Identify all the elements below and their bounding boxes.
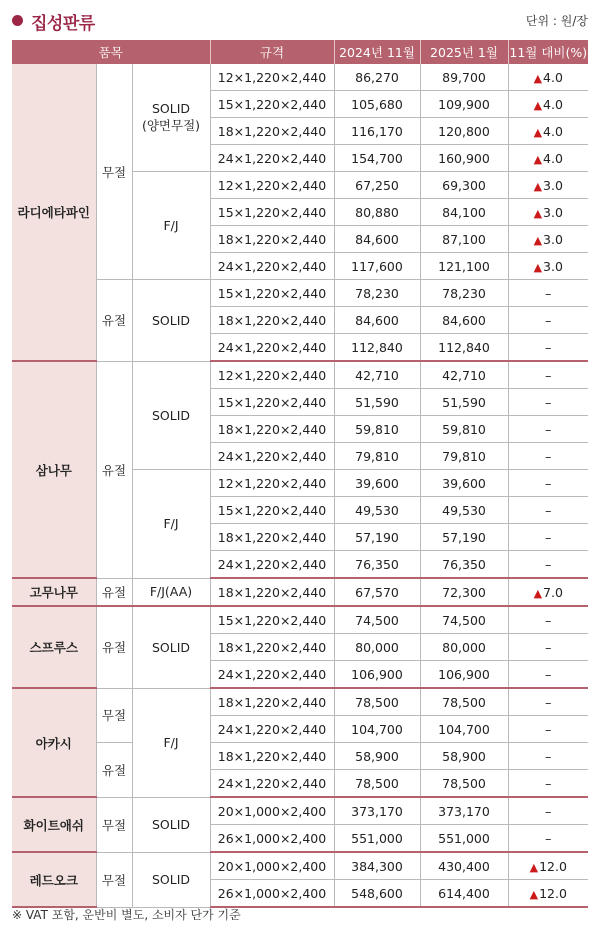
change-value: –	[545, 448, 552, 464]
col-header-item: 품목	[12, 40, 210, 64]
price-nov-cell: 154,700	[334, 145, 420, 172]
price-nov-cell: 104,700	[334, 716, 420, 743]
price-jan-cell: 39,600	[420, 470, 508, 497]
change-value: –	[545, 502, 552, 518]
spec-cell: 24×1,220×2,440	[210, 253, 334, 280]
species-cell: 화이트애쉬	[12, 797, 96, 852]
change-value: –	[545, 394, 552, 410]
price-nov-cell: 51,590	[334, 389, 420, 416]
change-value: 12.0	[539, 885, 567, 901]
change-value: –	[545, 612, 552, 628]
product-type-cell: F/J	[132, 688, 210, 797]
change-cell	[508, 199, 588, 226]
spec-cell: 15×1,220×2,440	[210, 199, 334, 226]
table-row	[12, 688, 588, 716]
increase-arrow-icon: ▲	[533, 586, 543, 600]
spec-cell: 12×1,220×2,440	[210, 470, 334, 497]
increase-arrow-icon: ▲	[533, 206, 543, 220]
spec-cell: 18×1,220×2,440	[210, 118, 334, 145]
table-row	[12, 797, 588, 825]
price-nov-cell: 59,810	[334, 416, 420, 443]
increase-arrow-icon: ▲	[533, 71, 543, 85]
knot-type-cell: 유절	[96, 361, 132, 578]
price-nov-cell: 117,600	[334, 253, 420, 280]
price-jan-cell: 58,900	[420, 743, 508, 770]
change-value: 3.0	[543, 204, 563, 220]
price-jan-cell: 51,590	[420, 389, 508, 416]
change-cell	[508, 253, 588, 280]
increase-arrow-icon: ▲	[529, 887, 539, 901]
change-value: 7.0	[543, 584, 563, 600]
price-nov-cell: 551,000	[334, 825, 420, 853]
table-row	[12, 578, 588, 606]
change-cell	[508, 634, 588, 661]
price-jan-cell: 76,350	[420, 551, 508, 579]
table-row	[12, 852, 588, 880]
change-cell	[508, 172, 588, 199]
price-jan-cell: 112,840	[420, 334, 508, 362]
price-jan-cell: 121,100	[420, 253, 508, 280]
spec-cell: 20×1,000×2,400	[210, 797, 334, 825]
price-jan-cell: 59,810	[420, 416, 508, 443]
price-jan-cell: 79,810	[420, 443, 508, 470]
price-jan-cell: 89,700	[420, 64, 508, 91]
spec-cell: 26×1,000×2,400	[210, 880, 334, 908]
price-nov-cell: 80,880	[334, 199, 420, 226]
increase-arrow-icon: ▲	[533, 260, 543, 274]
change-cell	[508, 716, 588, 743]
price-jan-cell: 614,400	[420, 880, 508, 908]
price-jan-cell: 373,170	[420, 797, 508, 825]
price-jan-cell: 69,300	[420, 172, 508, 199]
change-value: –	[545, 803, 552, 819]
price-nov-cell: 79,810	[334, 443, 420, 470]
price-nov-cell: 67,250	[334, 172, 420, 199]
change-value: –	[545, 748, 552, 764]
change-value: –	[545, 285, 552, 301]
change-cell	[508, 797, 588, 825]
price-nov-cell: 384,300	[334, 852, 420, 880]
price-nov-cell: 78,230	[334, 280, 420, 307]
price-jan-cell: 84,100	[420, 199, 508, 226]
spec-cell: 18×1,220×2,440	[210, 578, 334, 606]
species-cell: 고무나무	[12, 578, 96, 606]
title-bar	[12, 6, 588, 34]
knot-type-cell: 무절	[96, 64, 132, 280]
change-value: 3.0	[543, 177, 563, 193]
change-cell	[508, 825, 588, 853]
price-nov-cell: 84,600	[334, 226, 420, 253]
price-nov-cell: 42,710	[334, 361, 420, 389]
spec-cell: 18×1,220×2,440	[210, 307, 334, 334]
product-type-cell: SOLID	[132, 797, 210, 852]
increase-arrow-icon: ▲	[533, 233, 543, 247]
spec-cell: 15×1,220×2,440	[210, 280, 334, 307]
table-row	[12, 64, 588, 91]
change-cell	[508, 852, 588, 880]
change-cell	[508, 91, 588, 118]
price-jan-cell: 42,710	[420, 361, 508, 389]
spec-cell: 18×1,220×2,440	[210, 688, 334, 716]
spec-cell: 18×1,220×2,440	[210, 416, 334, 443]
product-type-cell: SOLID	[132, 606, 210, 688]
knot-type-cell: 무절	[96, 688, 132, 743]
change-cell	[508, 661, 588, 689]
change-value: –	[545, 830, 552, 846]
change-cell	[508, 770, 588, 798]
price-nov-cell: 84,600	[334, 307, 420, 334]
product-type-cell: F/J(AA)	[132, 578, 210, 606]
knot-type-cell: 유절	[96, 280, 132, 362]
col-header-jan: 2025년 1월	[420, 40, 508, 64]
change-value: –	[545, 312, 552, 328]
change-cell	[508, 389, 588, 416]
price-jan-cell: 80,000	[420, 634, 508, 661]
increase-arrow-icon: ▲	[533, 98, 543, 112]
product-type-cell: SOLID	[132, 280, 210, 362]
table-header-row	[12, 40, 588, 64]
species-cell: 아카시	[12, 688, 96, 797]
change-value: 4.0	[543, 150, 563, 166]
product-type-cell: SOLID	[132, 361, 210, 470]
price-jan-cell: 74,500	[420, 606, 508, 634]
change-value: 3.0	[543, 231, 563, 247]
change-cell	[508, 416, 588, 443]
product-type-cell: SOLID (양면무절)	[132, 64, 210, 172]
change-cell	[508, 578, 588, 606]
price-nov-cell: 57,190	[334, 524, 420, 551]
change-value: 4.0	[543, 96, 563, 112]
change-value: –	[545, 775, 552, 791]
change-cell	[508, 524, 588, 551]
change-value: –	[545, 666, 552, 682]
change-cell	[508, 145, 588, 172]
price-nov-cell: 112,840	[334, 334, 420, 362]
species-cell: 삼나무	[12, 361, 96, 578]
spec-cell: 24×1,220×2,440	[210, 443, 334, 470]
price-jan-cell: 72,300	[420, 578, 508, 606]
species-cell: 라디에타파인	[12, 64, 96, 361]
spec-cell: 15×1,220×2,440	[210, 91, 334, 118]
change-value: –	[545, 721, 552, 737]
price-jan-cell: 160,900	[420, 145, 508, 172]
knot-type-cell: 무절	[96, 797, 132, 852]
change-cell	[508, 443, 588, 470]
spec-cell: 24×1,220×2,440	[210, 145, 334, 172]
species-cell: 스프루스	[12, 606, 96, 688]
spec-cell: 12×1,220×2,440	[210, 64, 334, 91]
col-header-nov: 2024년 11월	[334, 40, 420, 64]
table-row	[12, 361, 588, 389]
increase-arrow-icon: ▲	[533, 125, 543, 139]
price-nov-cell: 39,600	[334, 470, 420, 497]
change-value: 12.0	[539, 858, 567, 874]
table-body	[12, 64, 588, 907]
change-cell	[508, 551, 588, 579]
table-row	[12, 606, 588, 634]
change-cell	[508, 334, 588, 362]
price-jan-cell: 106,900	[420, 661, 508, 689]
price-jan-cell: 120,800	[420, 118, 508, 145]
price-nov-cell: 67,570	[334, 578, 420, 606]
price-jan-cell: 78,500	[420, 688, 508, 716]
spec-cell: 18×1,220×2,440	[210, 634, 334, 661]
price-jan-cell: 109,900	[420, 91, 508, 118]
table-row	[12, 280, 588, 307]
spec-cell: 24×1,220×2,440	[210, 334, 334, 362]
price-nov-cell: 76,350	[334, 551, 420, 579]
change-value: –	[545, 421, 552, 437]
price-jan-cell: 78,230	[420, 280, 508, 307]
increase-arrow-icon: ▲	[529, 860, 539, 874]
change-cell	[508, 307, 588, 334]
increase-arrow-icon: ▲	[533, 152, 543, 166]
price-nov-cell: 58,900	[334, 743, 420, 770]
price-jan-cell: 78,500	[420, 770, 508, 798]
page-title: 집성판류	[31, 14, 95, 34]
price-nov-cell: 86,270	[334, 64, 420, 91]
price-jan-cell: 551,000	[420, 825, 508, 853]
price-nov-cell: 106,900	[334, 661, 420, 689]
price-nov-cell: 78,500	[334, 688, 420, 716]
change-value: –	[545, 694, 552, 710]
change-cell	[508, 470, 588, 497]
unit-label: 단위 : 원/장	[525, 14, 588, 28]
knot-type-cell: 유절	[96, 606, 132, 688]
spec-cell: 15×1,220×2,440	[210, 497, 334, 524]
change-cell	[508, 743, 588, 770]
price-table	[12, 40, 588, 908]
title-bullet-icon	[12, 15, 23, 26]
price-jan-cell: 430,400	[420, 852, 508, 880]
price-nov-cell: 548,600	[334, 880, 420, 908]
spec-cell: 15×1,220×2,440	[210, 606, 334, 634]
change-value: 4.0	[543, 69, 563, 85]
price-nov-cell: 105,680	[334, 91, 420, 118]
spec-cell: 15×1,220×2,440	[210, 389, 334, 416]
change-value: –	[545, 339, 552, 355]
change-cell	[508, 606, 588, 634]
change-cell	[508, 280, 588, 307]
spec-cell: 24×1,220×2,440	[210, 770, 334, 798]
spec-cell: 18×1,220×2,440	[210, 524, 334, 551]
col-header-spec: 규격	[210, 40, 334, 64]
change-cell	[508, 361, 588, 389]
change-cell	[508, 497, 588, 524]
col-header-change: 11월 대비(%)	[508, 40, 588, 64]
product-type-cell: F/J	[132, 172, 210, 280]
spec-cell: 12×1,220×2,440	[210, 172, 334, 199]
spec-cell: 24×1,220×2,440	[210, 551, 334, 579]
knot-type-cell: 유절	[96, 578, 132, 606]
price-nov-cell: 74,500	[334, 606, 420, 634]
product-type-cell: SOLID	[132, 852, 210, 907]
change-value: –	[545, 475, 552, 491]
spec-cell: 12×1,220×2,440	[210, 361, 334, 389]
price-nov-cell: 373,170	[334, 797, 420, 825]
price-jan-cell: 84,600	[420, 307, 508, 334]
change-value: –	[545, 529, 552, 545]
species-cell: 레드오크	[12, 852, 96, 907]
change-value: 3.0	[543, 258, 563, 274]
spec-cell: 24×1,220×2,440	[210, 716, 334, 743]
price-nov-cell: 78,500	[334, 770, 420, 798]
spec-cell: 18×1,220×2,440	[210, 226, 334, 253]
change-cell	[508, 880, 588, 908]
change-value: –	[545, 367, 552, 383]
increase-arrow-icon: ▲	[533, 179, 543, 193]
knot-type-cell: 유절	[96, 743, 132, 798]
change-value: –	[545, 639, 552, 655]
footnote: ※ VAT 포함, 운반비 별도, 소비자 단가 기준	[12, 908, 241, 922]
price-jan-cell: 87,100	[420, 226, 508, 253]
product-type-cell: F/J	[132, 470, 210, 579]
price-jan-cell: 49,530	[420, 497, 508, 524]
change-value: 4.0	[543, 123, 563, 139]
change-value: –	[545, 556, 552, 572]
change-cell	[508, 64, 588, 91]
price-jan-cell: 104,700	[420, 716, 508, 743]
table-row	[12, 743, 588, 770]
price-nov-cell: 49,530	[334, 497, 420, 524]
price-nov-cell: 116,170	[334, 118, 420, 145]
change-cell	[508, 688, 588, 716]
change-cell	[508, 226, 588, 253]
knot-type-cell: 무절	[96, 852, 132, 907]
change-cell	[508, 118, 588, 145]
spec-cell: 18×1,220×2,440	[210, 743, 334, 770]
spec-cell: 24×1,220×2,440	[210, 661, 334, 689]
price-jan-cell: 57,190	[420, 524, 508, 551]
price-nov-cell: 80,000	[334, 634, 420, 661]
spec-cell: 26×1,000×2,400	[210, 825, 334, 853]
spec-cell: 20×1,000×2,400	[210, 852, 334, 880]
